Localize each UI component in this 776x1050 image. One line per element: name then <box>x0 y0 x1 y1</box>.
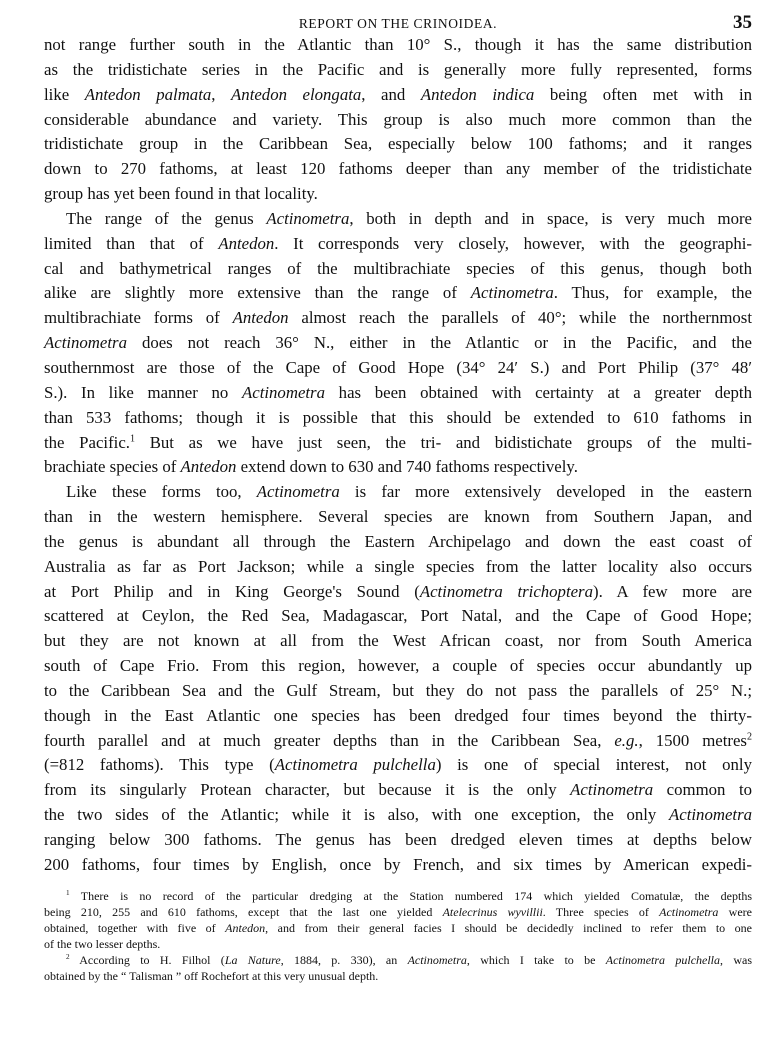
body-line <box>44 257 752 282</box>
italic-term: Antedon palmata <box>84 84 212 104</box>
text-run: cal and bathymetrical ranges of the multibrachiate species of this genus, though both <box>44 258 752 278</box>
text-run: . Three species of <box>542 905 660 919</box>
text-run: were <box>718 905 752 919</box>
body-line <box>44 729 752 754</box>
body-line <box>44 157 752 182</box>
page-number: 35 <box>733 12 752 33</box>
text-run: obtained, together with five of <box>44 921 226 935</box>
italic-term: Antedon indica <box>420 84 535 104</box>
text-run: Like these forms too, <box>66 482 257 502</box>
text-run: ) is one of special interest, not only <box>435 755 752 775</box>
text-run: is far more extensively developed in the eastern <box>339 482 752 502</box>
text-run: According to H. Filhol ( <box>69 953 225 967</box>
italic-term: Actinometra <box>256 482 340 502</box>
text-run: . It corresponds very closely, however, with the geographi- <box>274 233 753 253</box>
text-run: the Pacific. <box>44 432 130 452</box>
body-line <box>44 530 752 555</box>
body-line <box>44 331 752 356</box>
text-run: brachiate species of <box>44 457 181 477</box>
text-run: There is no record of the particular dredging at the Station numbered 174 which yielded Comatulæ, the depths <box>69 889 752 903</box>
text-run: of the two lesser depths. <box>44 937 161 951</box>
body-line <box>44 356 752 381</box>
text-run: 200 fathoms, four times by English, once by French, and six times by American expedi- <box>44 854 752 874</box>
italic-term: Actinometra <box>44 333 127 353</box>
footnote-marker: 1 <box>129 432 136 444</box>
text-run: fourth parallel and at much greater depths than in the Caribbean Sea, <box>44 730 615 750</box>
text-run: Australia as far as Port Jackson; while a single species from the latter locality also occurs <box>44 556 752 576</box>
italic-term: Antedon <box>232 308 289 328</box>
text-run: than in the western hemisphere. Several species are known from Southern Japan, and <box>44 507 752 527</box>
body-line <box>44 629 752 654</box>
italic-term: Antedon <box>225 921 266 935</box>
text-run: like <box>44 84 85 104</box>
italic-term: Actinometra <box>407 953 467 967</box>
text-run: (=812 fathoms). This type ( <box>44 755 275 775</box>
body-line <box>44 580 752 605</box>
footnote-line <box>44 904 752 920</box>
text-run: , and from their general facies I should be decidedly inclined to refer them to one <box>265 921 752 935</box>
italic-term: Actinometra <box>470 283 554 303</box>
italic-term: Antedon <box>218 233 275 253</box>
body-line <box>44 778 752 803</box>
text-run: being often met with in <box>534 84 752 104</box>
text-run: limited than that of <box>44 233 219 253</box>
body-line <box>44 232 752 257</box>
text-run: , and <box>361 84 421 104</box>
text-run: southernmost are those of the Cape of Good Hope (34° 24′ S.) and Port Philip (37° 48′ <box>44 357 752 377</box>
footnote-line <box>44 920 752 936</box>
text-run: as the tridistichate series in the Pacific and is generally more fully represented, forms <box>44 59 752 79</box>
italic-term: Actinometra trichoptera <box>419 581 593 601</box>
text-run: than 533 fathoms; though it is possible that this should be extended to 610 fathoms in <box>44 407 752 427</box>
body-line <box>44 604 752 629</box>
body-line <box>44 58 752 83</box>
text-run: considerable abundance and variety. This group is also much more common than the <box>44 109 752 129</box>
body-line <box>44 406 752 431</box>
body-line <box>44 381 752 406</box>
text-run: scattered at Ceylon, the Red Sea, Madagascar, Port Natal, and the Cape of Good Hope; <box>44 606 752 626</box>
text-run: , 1500 metres <box>638 730 747 750</box>
text-run: S.). In like manner no <box>44 382 243 402</box>
body-line <box>44 33 752 58</box>
italic-term: Actinometra <box>570 780 654 800</box>
text-run: obtained by the “ Talisman ” off Rochefort at this very unusual depth. <box>44 969 379 983</box>
body-line <box>44 679 752 704</box>
body-text <box>44 33 752 878</box>
text-run: , <box>211 84 232 104</box>
italic-term: Actinometra <box>266 208 350 228</box>
text-run: at Port Philip and in King George's Sound ( <box>44 581 420 601</box>
text-run: not range further south in the Atlantic than 10° S., though it has the same distribution <box>44 35 752 54</box>
footnote-marker: 1 <box>66 889 70 897</box>
text-run: ). A few more are <box>592 581 752 601</box>
text-run: south of Cape Frio. From this region, however, a couple of species occur abundantly up <box>44 656 752 676</box>
body-line <box>44 455 752 480</box>
footnote-marker: 2 <box>746 731 752 743</box>
body-line <box>44 431 752 456</box>
body-line <box>44 306 752 331</box>
text-run: , was <box>720 953 753 967</box>
body-line <box>44 753 752 778</box>
italic-term: Actinometra pulchella <box>274 755 436 775</box>
text-run: common to <box>653 780 752 800</box>
text-run: . Thus, for example, the <box>553 283 752 303</box>
text-run: almost reach the parallels of 40°; while the northernmost <box>288 308 753 328</box>
text-run: has been obtained with certainty at a greater depth <box>324 382 752 402</box>
body-line <box>44 281 752 306</box>
footnote-marker: 2 <box>66 953 70 961</box>
text-run: alike are slightly more extensive than the range of <box>44 283 471 303</box>
text-run: being 210, 255 and 610 fathoms, except that the last one yielded <box>44 905 443 919</box>
body-line <box>44 853 752 878</box>
footnotes <box>44 888 752 984</box>
text-run: the two sides of the Atlantic; while it is also, with one exception, the only <box>44 805 670 825</box>
body-line <box>44 83 752 108</box>
text-run: , which I take to be <box>466 953 606 967</box>
text-run: multibrachiate forms of <box>44 308 233 328</box>
footnote-line <box>44 936 752 952</box>
italic-term: Actinometra <box>659 905 719 919</box>
body-line <box>44 132 752 157</box>
body-line <box>44 803 752 828</box>
italic-term: Actinometra pulchella <box>605 953 721 967</box>
footnote-line <box>44 968 752 984</box>
running-title: REPORT ON THE CRINOIDEA. <box>298 16 498 31</box>
text-run: though in the East Atlantic one species has been dredged four times beyond the thirty- <box>44 705 752 725</box>
body-line <box>44 207 752 232</box>
body-line <box>44 108 752 133</box>
text-run: ranging below 300 fathoms. The genus has been dredged eleven times at depths below <box>44 830 752 849</box>
text-run: , both in depth and in space, is very much more <box>349 208 752 228</box>
text-run: extend down to 630 and 740 fathoms respectively. <box>236 457 578 477</box>
text-run: the genus is abundant all through the Eastern Archipelago and down the east coast of <box>44 531 752 551</box>
body-line <box>44 182 752 207</box>
italic-term: Antedon elongata <box>231 84 362 104</box>
text-run: down to 270 fathoms, at least 120 fathoms deeper than any member of the tridistichate <box>44 159 752 179</box>
italic-term: Atelecrinus wyvillii <box>442 905 543 919</box>
body-line <box>44 654 752 679</box>
text-run: tridistichate group in the Caribbean Sea, especially below 100 fathoms; and it ranges <box>44 134 752 154</box>
text-run: group has yet been found in that locality. <box>44 184 318 204</box>
text-run: to the Caribbean Sea and the Gulf Stream, but they do not pass the parallels of 25° N.; <box>44 680 752 700</box>
text-run: from its singularly Protean character, but because it is the only <box>44 780 571 800</box>
body-line <box>44 828 752 853</box>
italic-term: Actinometra <box>242 382 325 402</box>
body-line <box>44 555 752 580</box>
body-line <box>44 505 752 530</box>
body-line <box>44 704 752 729</box>
footnote-line <box>44 952 752 968</box>
italic-term: e.g. <box>614 730 639 750</box>
text-run: , 1884, p. 330), an <box>280 953 408 967</box>
text-run: does not reach 36° N., either in the Atlantic or in the Pacific, and the <box>126 333 752 353</box>
italic-term: Antedon <box>180 457 237 477</box>
text-run: but they are not known at all from the West African coast, nor from South America <box>44 631 752 651</box>
text-run: The range of the genus <box>66 208 267 228</box>
body-line <box>44 480 752 505</box>
italic-term: La Nature <box>224 953 281 967</box>
footnote-line <box>44 888 752 904</box>
italic-term: Actinometra <box>669 805 752 825</box>
text-run: But as we have just seen, the tri- and bidistichate groups of the multi- <box>135 432 752 452</box>
